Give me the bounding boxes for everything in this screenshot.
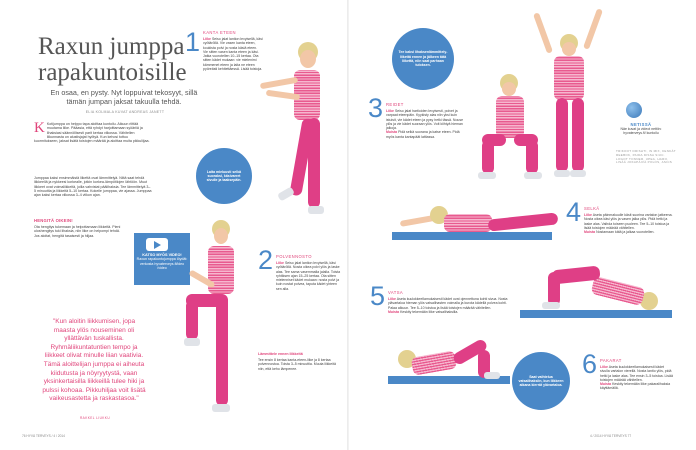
figure-shoe [308,206,324,214]
play-triangle-icon [154,241,161,249]
figure-shin [186,300,198,340]
exercise-5-text: Aseta kuulokkeellamukaisesti kädet ovat ojennettuna kohti sivua. Nosta ylävartaloa hieman ylös vatsalihasten voimalla ja kurota kädellä polvea kohti. Palaa alkuun. Tee 5–10 toistoa ja lisää toistojen määrää vähitellen. [388,297,508,310]
exercise-4-label: Liike [584,213,592,217]
exercise-3-extra-label: Muista [386,130,398,135]
exercise-3-text: Seiso jalat hartioiden levyisesti, polvet ja varpaat eteenpäin. Kyykisty alas niin yksi kuin istuisit, vie kädet eteen ja pysy hetki tässä. Nouse ylös ja vie kädet suoraan ylös. Voit kiihtyä hieman jalkoja. [386,109,464,131]
exercise-6-figure [522,262,672,312]
tip-section [34,218,124,238]
figure-shoe [542,302,560,309]
figure-face [214,228,228,244]
figure-face [502,82,516,96]
exercise-1-number: 1 [185,27,201,57]
exercise-6-extra-text: Keskity tekemään liike pakaralihaksia käyttämällä. [600,382,671,391]
page-subtitle: En osaa, en pysty. Nyt loppuivat tekosyyt, sillä tämän jumpan jaksat takuulla tehdä. [50,88,198,106]
exercise-6-label: Liike [600,365,608,369]
tip-heading: HENGITÄ OIKEIN! [34,218,73,223]
exercise-5-title: VATSA [388,290,404,295]
warmup-box [258,352,342,371]
exercise-3 [386,102,468,139]
figure-shoe [478,172,496,179]
video-promo-text [136,253,188,270]
exercise-4-text: Aseta päinmakuulle käsit suorina vartalon jatkeena. Nosta oikea käsi ylös ja vasen jalka ylös. Pidä hetki ja laske alas. Vaihda toiseen puoleen. Tee 5–10 toistoa ja lisää toistojen määrää vähitellen. [584,213,673,230]
quote-author: RAKKEL LIUKKU [79,416,111,420]
figure-arm [260,77,298,90]
exercise-2-text: Seiso jalat lantion levyisellä, käsi vyötäröllä. Nosta oikea polvi ylös ja laske alas. Tee sama vasemmalla jalalla. Toista ryhtiksen ajan 15–25 kertaa. Ota sitten mielenniset kädet mukaan: nosta polvi ja kuin nostat polvea, taputa kädet yhteen sen alla. [276,261,341,291]
exercise-5-number: 5 [370,281,386,311]
footer-left: 76 HYVÄ TERVEYS / 4 / 2014 [22,434,65,438]
exercise-4-figure [400,198,560,238]
figure-leg [572,98,584,172]
exercise-1-label: Liike [203,37,211,41]
figure-shoe [277,187,295,202]
exercise-5-label: Liike [388,297,396,301]
figure-shoe [570,170,586,177]
exercise-3-figure-squat [474,60,544,180]
figure-arm [533,12,553,54]
exercise-2-label: Liike [276,261,284,265]
exercise-1-callout: Laita mieluusti selkä suoraksi, käsivarret sivulle ja taaksepäin. [196,148,252,204]
figure-shoe [484,372,500,379]
exercise-4-number: 4 [566,197,582,227]
exercise-5-callout: Saat vaihtelua vatsalihaksiin, kun liikkeen aikana kierrät ylävartaloa. [512,352,570,410]
tip-text: Ota hengitys tukemaan ja helpottamaan liikkeitä. Pieni uloshengitys tuki lihaksia, niin liike on helpompi tehdä. Jos aloitat, hengitä tasaisesti ja hiljaa. [34,225,121,238]
exercise-3-title: REIDET [386,102,404,107]
exercise-2-number: 2 [258,245,274,275]
ball-icon [626,102,642,118]
netissa-label: NETISSÄ [630,122,652,127]
figure-face [562,42,576,56]
exercise-5 [388,290,514,314]
figure-shin [548,272,560,306]
exercise-2 [276,254,342,291]
exercise-1-title: KANTA ETEEN [203,30,236,35]
intro-paragraph [34,122,152,143]
video-promo-body: Raxun rapakuntojumppa löydät: verkosta hyvaterveys.fi/ideo /video [136,257,188,270]
figure-leg [556,98,568,172]
exercise-6 [600,358,674,391]
warmup-text: Tee ensin 8 kertaa kanta-eteen-liike ja 8 kertaa polvennostoa. Toista 3–5 minuuttia. Muuta liikkeitä niin, että keho lämpenee. [258,358,336,371]
figure-shin [482,140,494,174]
exercise-6-number: 6 [582,349,598,379]
exercise-5-figure [392,336,512,380]
exercise-4-extra-text: Nostamaan kätä ja jalkaa vuorotellen. [596,230,655,235]
intro-text: Kotijumppa on helppo tapa aloittaa kuntoilu. Aikuun riittää muutama liike. Pääasia, että ryhdyt harjoittamaan syöäriiä ja lihaksiasi säännöllisesti parit kertaa viikossa. Vähitellen liikunnasta on alustisjajat hyötyä. Kun kehosi tottuu kuormitukseen, jaksat lisätä toistojen määrää ja aloittaa muita pikkuliijaa. [34,122,150,144]
exercise-6-text: Aseta kuulokkeellamukaisesti kädet sivulla vartalon vierellä. Nosta lantio ylös, pidä hetki ja laske alas. Tee ensin 3–5 toistoa. Lisää toistojen määrää vähitellen. [600,365,673,382]
intro-paragraph-2: Jumppaa kaksi ensimmäistä liikettä ovat lämmittelyä. Niitä saat tehdä liikkeellä ja nykkeesi korkealle, jotkin korkea-lämpötilojen lähtöön. Muut liikkeet ovat voimaliikkeitä, joilla vahvistat päälihaksia. Tee lämmittelyä 3–5 minuuttia ja liikkeitä 5–10 kertaa. Kokeile jumppaa, vie ajassa. Jumppaa ajan kaksi kertaa viikossa 3–4 viikon ajan. [34,176,152,198]
figure-shirt [496,96,524,138]
exercise-4-extra-label: Muista [584,230,596,235]
figure-shoe [554,170,570,177]
footer-right: 4 / 2014 HYVÄ TERVEYS 77 [590,434,632,438]
pull-quote: "Kun aloitin liikkumisen, jopa maasta ylös nouseminen oli yllättävän tuskallista. Ryhmäliikuntatuntien tempo ja liikkeet olivat minulle liian vaativia. Tämä aloittelijan jumppa ei aiheuta kiidutusta ja nöyryytystä, vaan yksinkertaisilla liikkeillä tulee hiki ja pulssi kohoaa. Pikkuhiljaa voit lisätä vaikeusastetta ja raskastasoa." [42,318,146,403]
figure-shirt [444,214,492,232]
figure-leg [216,294,228,406]
figure-leg [308,118,320,208]
exercise-3-number: 3 [368,93,384,123]
exercise-6-extra-label: Muista [600,382,612,387]
exercise-6-title: PAKARAT [600,358,622,363]
figure-arm [400,215,435,227]
figure-face [300,50,316,68]
exercise-3-callout: Tee kaksi lihaksenlämmittely-liikettä ennen ja jälkeen tätä liikettä, niin saat parhaan tuloksen. [392,28,454,90]
figure-shirt [554,56,584,100]
warmup-title: Lämmittele ennen liikkeitä [258,352,303,356]
exercise-5-extra-text: Keskity tekemään liike vatsalihaksilla. [400,309,459,314]
exercise-2-figure [182,220,262,430]
drop-cap: K [34,120,45,136]
exercise-1-figure [248,40,348,230]
exercise-5-extra-label: Muista [388,309,400,314]
video-promo-title: KATSO MYÖS VIDEO! [142,253,182,257]
figure-shoe [184,338,200,346]
netissa-box[interactable] [616,122,666,136]
exercise-3-label: Liike [386,109,394,113]
photo-credit: TRIKOOT DRISHTI, IN MIX, KENKÄT REEBOK, PAIDA DISSA SIUC. LOGOT TONNER, UPEA, HARO, LISÄÄ JOKAPÄIVÄ POLOS, ASICS [616,149,676,165]
exercise-4 [584,206,674,234]
netissa-text: Näe kuvat ja videot nettiin: hyvaterveys.fi/ kuntoilu [620,127,662,136]
page-title: Raxun jumppa rapakuntoisille [38,33,187,86]
figure-shoe [212,404,230,412]
figure-shirt [591,276,646,306]
exercise-3-extra-text: Pidä selkä suorana ja katse eteen. Pidä myös kanta kantapäät lattiassa. [386,130,460,139]
exercise-1-text: Seiso jalat lantion levyisellä, käsi vyötäröllä. Vie vasen kanta eteen, koukista polvi ja nosta käsiä eteen. Vie sitten vasen kanta eteen ja käsi. Jatka vuorotellen 10–15 kertaa. Ota sitten kädet mukaan: vie mielenimi kämmenet eteen ja laita ne eteen pyöreästi kehitettäessä. Lisää toistoja. [203,37,263,72]
figure-arm [583,8,603,50]
figure-leg [488,212,559,231]
exercise-3-figure-stretch [536,6,606,182]
figure-shirt [411,350,457,375]
byline: ELIA KOLMALA KUVAT ANDREAS JANETT [85,110,165,114]
exercise-4-title: SELKÄ [584,206,600,211]
exercise-2-title: POLVENNOSTO [276,254,312,259]
